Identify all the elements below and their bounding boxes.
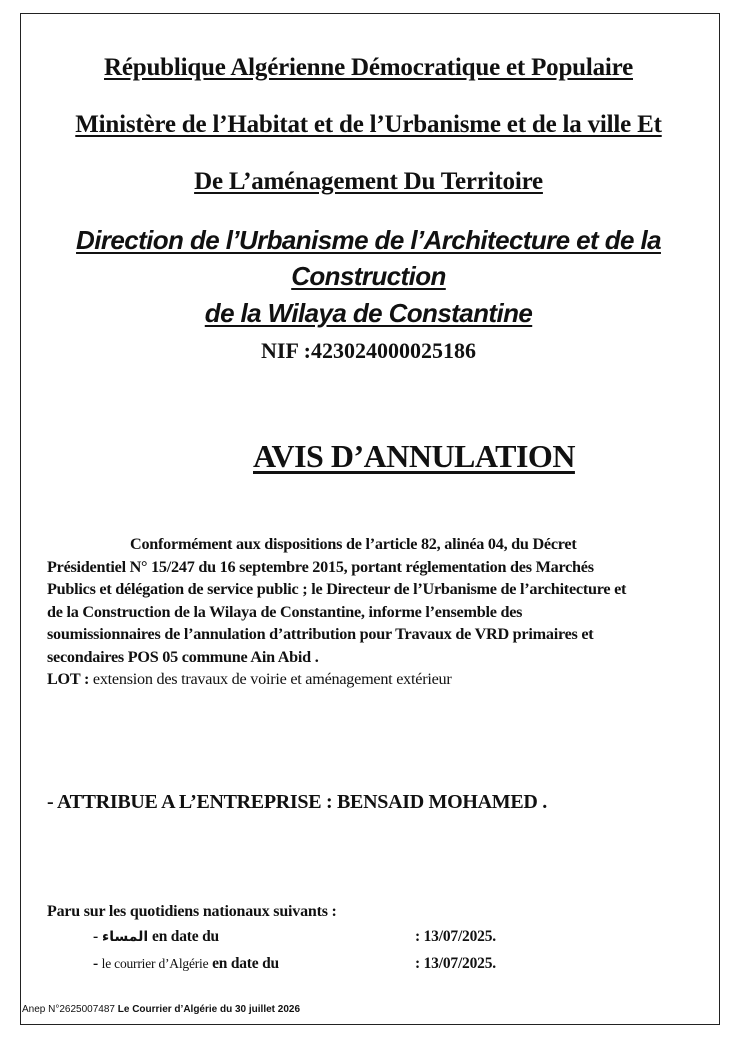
lot-value: extension des travaux de voirie et aménagement extérieur (89, 670, 452, 688)
body-line: secondaires POS 05 commune Ain Abid . (47, 647, 319, 666)
publication-row (93, 928, 496, 946)
newspaper-name: المساء (102, 929, 149, 945)
publication-date: : 13/07/2025. (415, 928, 496, 945)
row-prefix: - (93, 928, 103, 945)
attribution-line: - ATTRIBUE A L’ENTREPRISE : BENSAID MOHAMED . (47, 791, 547, 813)
newspaper-name: le courrier d’Algérie (101, 956, 209, 971)
body-line: Publics et délégation de service public ; le Directeur de l’Urbanisme de l’architecture et (47, 580, 627, 598)
lot-line (47, 668, 707, 691)
body-line: Présidentiel N° 15/247 du 16 septembre 2015, portant réglementation des Marchés (47, 557, 594, 576)
publication-date: : 13/07/2025. (415, 955, 496, 972)
anep-number: Anep N°2625007487 (22, 1004, 115, 1015)
ministry-heading-continued: De L’aménagement Du Territoire (194, 168, 543, 195)
notice-body (47, 533, 707, 691)
body-line: Conformément aux dispositions de l’article 82, alinéa 04, du Décret (130, 535, 577, 553)
footer-reference (22, 1004, 300, 1015)
lot-label: LOT : (47, 670, 90, 688)
ministry-heading: Ministère de l’Habitat et de l’Urbanisme et de la ville Et (75, 111, 662, 138)
newspaper-source: Le Courrier d’Algérie du 30 juillet 2026 (117, 1004, 301, 1015)
row-suffix: en date du (208, 955, 279, 972)
direction-heading-line2: Construction (291, 261, 446, 291)
body-line: de la Construction de la Wilaya de Constantine, informe l’ensemble des (47, 602, 523, 621)
republic-heading: République Algérienne Démocratique et Populaire (104, 54, 633, 81)
nif-number: NIF :423024000025186 (261, 338, 476, 363)
direction-heading-line3: de la Wilaya de Constantine (204, 298, 533, 328)
publication-row (93, 955, 496, 973)
row-prefix: - (93, 955, 102, 972)
row-suffix: en date du (148, 928, 219, 945)
publication-intro: Paru sur les quotidiens nationaux suivants : (47, 903, 337, 920)
notice-title: AVIS D’ANNULATION (253, 438, 575, 474)
direction-heading: Direction de l’Urbanisme de l’Architecture et de la (76, 225, 661, 255)
body-line: soumissionnaires de l’annulation d’attribution pour Travaux de VRD primaires et (47, 625, 594, 643)
document-border (20, 13, 720, 1025)
